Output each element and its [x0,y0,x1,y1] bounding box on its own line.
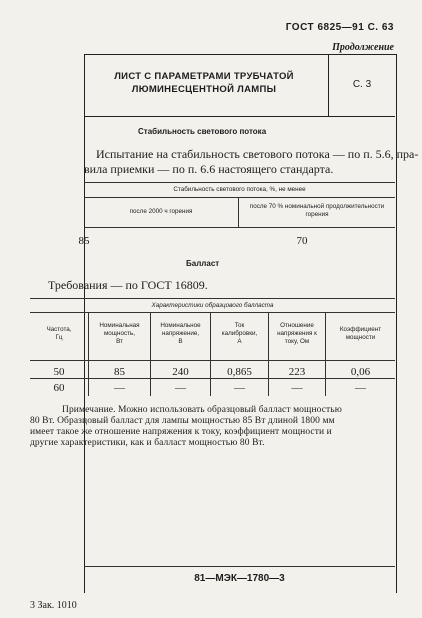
page-code: С. 3 [352,79,372,90]
ballast-table-top-line [30,298,395,299]
ballast-requirement: Требования — по ГОСТ 16809. [48,278,208,292]
header-calibration-current-line3: А [237,338,242,345]
flux-table-mid-line [84,197,395,198]
flux-col2-header-line2: горения [305,211,329,218]
header-calibration-current-line2: калибровки, [221,330,258,337]
header-ratio-line1: Отношение [280,322,314,329]
note-line3: имеет такое же отношение напряжения к току, коэффициент мощности и [30,427,332,437]
header-ratio-line3: току, Ом [284,338,310,345]
note-line1: Примечание. Можно использовать образцовый балласт мощностью [62,405,342,415]
header-frequency-line2: Гц [55,334,63,341]
ballast-table-header-bottom [30,360,395,361]
ballast-table-caption-line [30,312,395,313]
header-power-factor-line2: мощности [345,334,376,341]
row1-voltage: 240 [172,366,189,378]
header-ratio-line2: напряжения к [277,330,317,337]
flux-table-header-bottom [84,227,395,228]
header-rated-voltage-line3: В [178,338,183,345]
row2-power: — [114,382,125,394]
sheet-title-line2: ЛЮМИНЕСЦЕНТНОЙ ЛАМПЫ [131,84,277,95]
header-voltage-current-ratio [269,322,325,346]
header-power-factor [326,326,395,342]
header-rated-power-line3: Вт [116,338,123,345]
header-power-factor-line1: Коэффициент [339,326,382,333]
standard-header: ГОСТ 6825—91 С. 63 [285,22,394,33]
row2-frequency: 60 [53,382,65,394]
continuation-label: Продолжение [332,42,394,53]
row1-power-factor: 0,06 [350,366,371,378]
header-rated-voltage [151,322,210,346]
flux-val1: 85 [78,235,90,247]
header-frequency [30,326,88,342]
flux-table-top-line [84,182,395,183]
header-frequency-line1: Частота, [46,326,72,333]
header-rated-voltage-line2: напряжение, [161,330,200,337]
order-number: 3 Зак. 1010 [30,600,77,611]
row1-frequency: 50 [53,366,65,378]
note-line4: другие характеристики, как и балласт мощностью 80 Вт. [30,438,265,448]
flux-table-caption: Стабильность светового потока, %, не менее [173,186,306,193]
footer-code: 81—МЭК—1780—3 [194,573,285,584]
flux-text-line1: Испытание на стабильность светового потока — по п. 5.6, пра- [96,147,419,161]
row2-power-factor: — [355,382,366,394]
title-block [84,54,395,117]
row2-ratio: — [291,382,303,394]
flux-val2: 70 [296,235,308,247]
sheet-title [84,70,324,96]
flux-heading: Стабильность светового потока [138,127,267,136]
header-rated-power [89,322,150,346]
ballast-row-divider [30,378,395,379]
row2-current: — [234,382,245,394]
row1-ratio: 223 [288,366,306,378]
ballast-table-caption: Характеристики образцового балласта [151,302,274,309]
footer-divider [84,566,395,567]
header-rated-voltage-line1: Номинальное [160,322,201,329]
row1-current: 0,865 [227,366,252,378]
flux-col2-header-line1: после 70 % номинальной продолжительности [249,203,385,210]
flux-text-line2: вила приемки — по п. 6.6 настоящего стандарта. [84,162,334,176]
row1-power: 85 [114,366,125,378]
flux-col1-header: после 2000 ч горения [129,208,193,215]
header-calibration-current-line1: Ток [234,322,245,329]
sheet-title-line1: ЛИСТ С ПАРАМЕТРАМИ ТРУБЧАТОЙ [114,71,294,82]
row2-voltage: — [175,382,186,394]
header-calibration-current [211,322,268,346]
header-rated-power-line1: Номинальная [99,322,140,329]
header-rated-power-line2: мощность, [103,330,136,337]
note-line2: 80 Вт. Образцовый балласт для лампы мощностью 85 Вт длиной 1800 мм [30,416,335,426]
flux-col2-header [239,203,395,219]
ballast-heading: Балласт [186,259,220,268]
